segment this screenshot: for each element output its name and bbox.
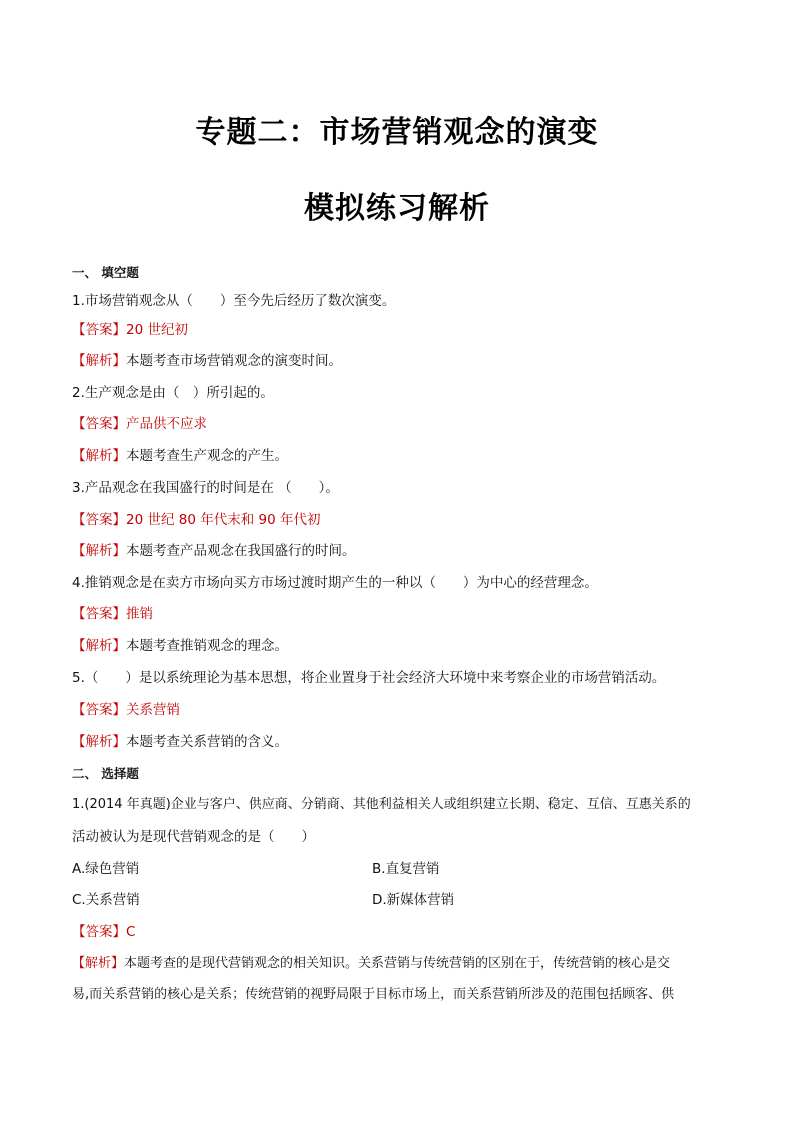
mc-question-1-line1: 1.(2014 年真题)企业与客户、供应商、分销商、其他利益相关人或组织建立长期、稳定、互信、互惠关系的 [72, 797, 691, 812]
analysis-text: 本题考查产品观念在我国盛行的时间。 [126, 543, 356, 559]
analysis-text: 本题考查推销观念的理念。 [126, 638, 288, 654]
question-3: 3.产品观念在我国盛行的时间是在 （ ）。 [72, 480, 339, 496]
answer-text: C [126, 924, 136, 940]
option-d: D.新媒体营销 [372, 892, 455, 908]
analysis-3 [72, 541, 727, 561]
answer-tag: 【答案】 [72, 702, 126, 718]
answer-tag: 【答案】 [72, 416, 126, 432]
answer-text: 20 世纪 80 年代末和 90 年代初 [126, 512, 321, 528]
question-1: 1.市场营销观念从（ ）至今先后经历了数次演变。 [72, 293, 396, 309]
option-b: B.直复营销 [372, 861, 440, 877]
mc-analysis-1-line2: 易,而关系营销的核心是关系；传统营销的视野局限于目标市场上，而关系营销所涉及的范围包括顾客、供 [72, 987, 675, 1002]
analysis-tag: 【解析】 [72, 353, 126, 369]
page-title-line1: 专题二：市场营销观念的演变 [195, 115, 599, 150]
analysis-text: 本题考查生产观念的产生。 [126, 448, 288, 464]
analysis-tag: 【解析】 [72, 543, 126, 559]
analysis-1 [72, 351, 727, 371]
answer-tag: 【答案】 [72, 924, 126, 940]
analysis-text: 本题考查市场营销观念的演变时间。 [126, 353, 342, 369]
answer-text: 关系营销 [126, 702, 180, 718]
analysis-tag: 【解析】 [72, 638, 126, 654]
answer-3 [72, 510, 727, 530]
analysis-tag: 【解析】 [72, 448, 126, 464]
answer-5 [72, 700, 727, 720]
analysis-tag: 【解析】 [72, 956, 125, 971]
mc-answer-1 [72, 922, 727, 942]
analysis-text: 本题考查关系营销的含义。 [126, 734, 288, 750]
analysis-tag: 【解析】 [72, 734, 126, 750]
mc-analysis-1-line1 [72, 954, 727, 974]
option-c: C.关系营销 [72, 892, 140, 908]
answer-1 [72, 320, 727, 340]
page-title-line2: 模拟练习解析 [304, 191, 490, 226]
question-4: 4.推销观念是在卖方市场向买方市场过渡时期产生的一种以（ ）为中心的经营理念。 [72, 575, 598, 591]
answer-tag: 【答案】 [72, 512, 126, 528]
answer-text: 推销 [126, 606, 153, 622]
answer-4 [72, 604, 727, 624]
analysis-text: 本题考查的是现代营销观念的相关知识。关系营销与传统营销的区别在于，传统营销的核心是交 [124, 956, 671, 971]
mc-question-1-line2: 活动被认为是现代营销观念的是（ ） [72, 829, 315, 845]
question-2: 2.生产观念是由（ ）所引起的。 [72, 385, 274, 401]
answer-tag: 【答案】 [72, 322, 126, 338]
answer-text: 产品供不应求 [126, 416, 207, 432]
section-heading-fill-blank: 一、 填空题 [72, 265, 139, 280]
section-heading-multiple-choice: 二、 选择题 [72, 766, 139, 781]
analysis-2 [72, 446, 727, 466]
analysis-5 [72, 732, 727, 752]
analysis-4 [72, 636, 727, 656]
question-5: 5.（ ）是以系统理论为基本思想，将企业置身于社会经济大环境中来考察企业的市场营销活动。 [72, 670, 666, 686]
answer-text: 20 世纪初 [126, 322, 188, 338]
option-a: A.绿色营销 [72, 861, 140, 877]
answer-2 [72, 414, 727, 434]
answer-tag: 【答案】 [72, 606, 126, 622]
